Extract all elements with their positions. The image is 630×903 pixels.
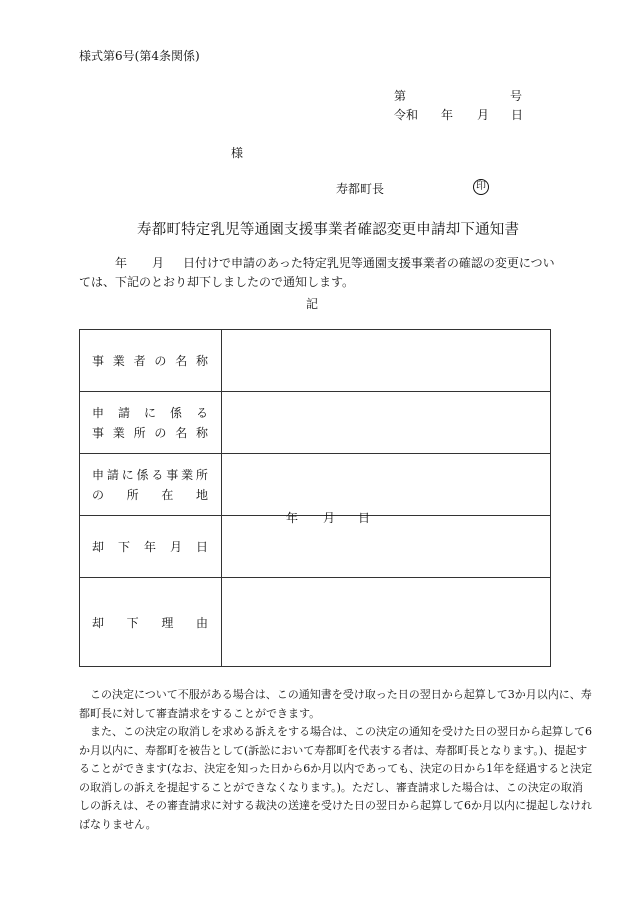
- table-row: [80, 578, 551, 667]
- lawsuit-notice-line: か月以内に、寿都町を被告として(訴訟において寿都町を代表する者は、寿都町長となります。)、提起す: [79, 743, 588, 757]
- details-table: [79, 329, 551, 667]
- table-label-cell: [80, 578, 222, 667]
- label-char: 理: [161, 615, 174, 630]
- table-row: [80, 330, 551, 392]
- rejection-day: 日: [358, 511, 371, 525]
- appeal-notice: [79, 686, 592, 834]
- label-char: 申: [92, 406, 105, 420]
- label-char: の: [154, 426, 167, 440]
- table-label-cell: [80, 330, 222, 392]
- label-char: 地: [195, 488, 208, 502]
- facility-name-value: [222, 392, 551, 454]
- table-row: [80, 454, 551, 516]
- label-char: に: [143, 406, 156, 420]
- lawsuit-notice-line: ることができます(なお、決定を知った日から6か月以内であっても、決定の日から1年を経過すると決定: [79, 762, 593, 775]
- doc-number-suffix: 号: [510, 89, 523, 103]
- label-char: 業: [112, 426, 125, 440]
- facility-address-label-line1: [80, 466, 221, 483]
- label-char: 日: [195, 540, 208, 554]
- label-char: 係: [169, 406, 182, 420]
- label-char: 事: [166, 468, 179, 482]
- form-number: 様式第6号(第4条関係): [79, 49, 200, 63]
- doc-number-prefix: 第: [394, 89, 407, 103]
- label-char: 称: [195, 354, 208, 368]
- lawsuit-notice-line: また、この決定の取消しを求める訴えをする場合は、この決定の通知を受けた日の翌日から起算して6: [90, 725, 592, 738]
- lawsuit-notice-line: ばなりません。: [79, 817, 157, 831]
- facility-address-value: [222, 454, 551, 516]
- label-char: 請: [106, 468, 119, 482]
- intro-line1: 日付けで申請のあった特定乳児等通園支援事業者の確認の変更につい: [183, 256, 555, 270]
- table-row: [80, 516, 551, 578]
- label-char: 係: [136, 468, 149, 482]
- label-char: 在: [161, 488, 174, 502]
- date-year: 年: [441, 108, 454, 122]
- rejection-month: 月: [323, 511, 336, 525]
- appeal-notice-line: 都町長に対して審査請求をすることができます。: [79, 706, 321, 720]
- label-char: 者: [133, 354, 146, 368]
- label-char: の: [154, 354, 167, 368]
- date-month: 月: [477, 108, 490, 122]
- label-char: 名: [175, 354, 188, 368]
- issuer-title: 寿都町長: [336, 182, 385, 196]
- table-label-cell: [80, 516, 222, 578]
- label-char: 名: [175, 426, 188, 440]
- label-char: 所: [195, 468, 208, 482]
- business-name-label: [80, 352, 221, 369]
- table-row: [80, 392, 551, 454]
- facility-name-label-line2: [80, 424, 221, 441]
- intro-line2: ては、下記のとおり却下しましたので通知します。: [79, 275, 355, 289]
- label-char: 下: [126, 615, 139, 630]
- seal-icon: 印: [473, 179, 489, 195]
- lawsuit-notice-line: しの訴えは、その審査請求に対する裁決の送達を受けた日の翌日から起算して6か月以内に提起しなけれ: [79, 799, 592, 812]
- date-era: 令和: [394, 108, 419, 122]
- ki-heading: 記: [306, 297, 319, 311]
- label-char: 月: [169, 540, 182, 554]
- label-char: 業: [181, 468, 194, 482]
- label-char: 所: [126, 488, 139, 502]
- table-label-cell: [80, 454, 222, 516]
- label-char: の: [92, 488, 105, 502]
- label-char: 事: [92, 426, 105, 440]
- facility-name-label-line1: [80, 404, 221, 421]
- label-char: 年: [143, 540, 156, 554]
- business-name-value: [222, 330, 551, 392]
- label-char: 所: [133, 426, 146, 440]
- label-char: 請: [117, 406, 130, 420]
- lawsuit-notice-line: の取消しの訴えを提起することができなくなります。)。ただし、審査請求した場合は、この決定の取消: [79, 780, 583, 794]
- label-char: 下: [117, 540, 130, 554]
- label-char: 称: [195, 426, 208, 440]
- intro-month: 月: [152, 256, 165, 270]
- label-char: 業: [112, 354, 125, 368]
- facility-address-label-line2: [80, 486, 221, 503]
- intro-year: 年: [115, 256, 128, 270]
- appeal-notice-line: この決定について不服がある場合は、この通知書を受け取った日の翌日から起算して3か月以内に、寿: [90, 688, 592, 701]
- label-char: に: [121, 468, 134, 482]
- label-char: 却: [92, 540, 105, 554]
- date-day: 日: [511, 108, 524, 122]
- rejection-year: 年: [286, 511, 299, 525]
- label-char: 却: [92, 615, 105, 630]
- label-char: 申: [92, 468, 105, 482]
- table-label-cell: [80, 392, 222, 454]
- addressee-suffix: 様: [231, 146, 244, 160]
- rejection-date-value: [222, 511, 551, 578]
- label-char: 由: [195, 615, 208, 630]
- label-char: る: [195, 406, 208, 420]
- rejection-reason-value: [222, 578, 551, 667]
- rejection-date-label: [80, 538, 221, 555]
- label-char: る: [151, 468, 164, 482]
- document-title: 寿都町特定乳児等通園支援事業者確認変更申請却下通知書: [137, 222, 520, 238]
- rejection-reason-label: [80, 614, 221, 631]
- label-char: 事: [92, 354, 105, 368]
